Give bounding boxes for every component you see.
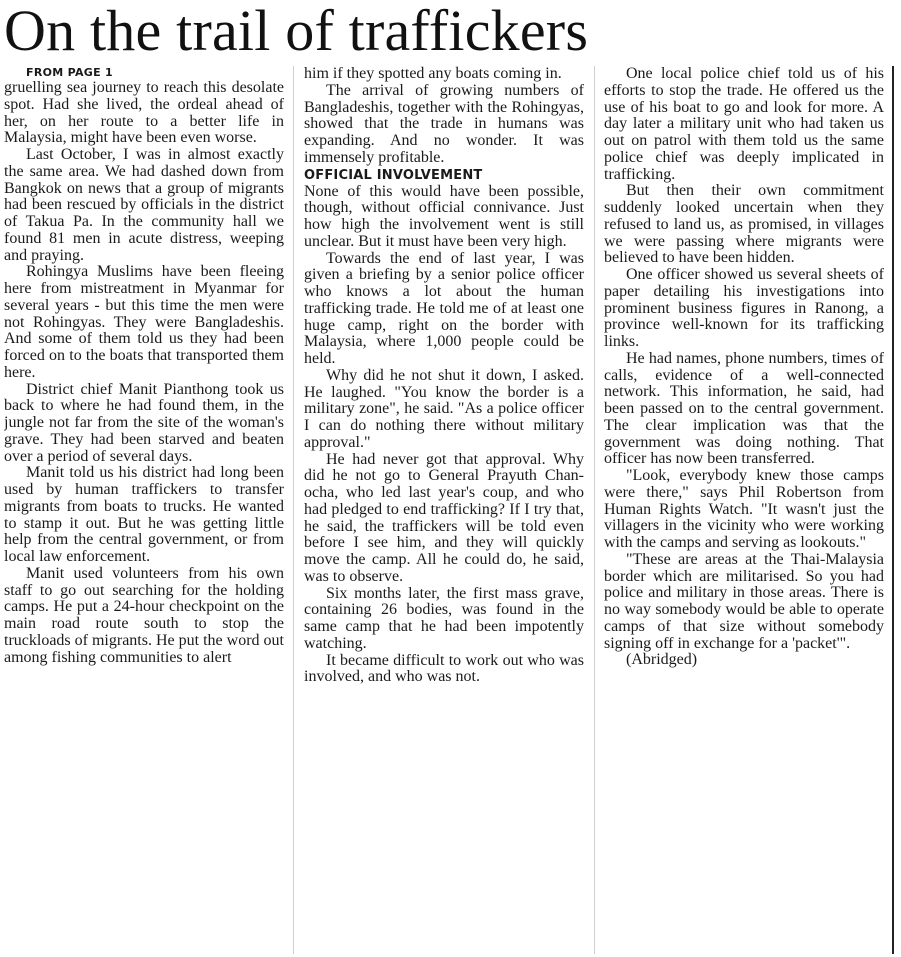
body-paragraph: gruelling sea journey to reach this desolate spot. Had she lived, the ordeal ahead of her, on her route to a better life in Malaysia, might have been even worse. (4, 79, 284, 147)
body-paragraph: The arrival of growing numbers of Bangladeshis, together with the Rohingyas, showed that the trade in humans was expanding. And no wonder. It was immensely profitable. (304, 81, 584, 166)
body-paragraph: One officer showed us several sheets of paper detailing his investigations into prominent business figures in Ranong, a province well-known for its trafficking links. (604, 266, 884, 350)
body-paragraph: None of this would have been possible, though, without official connivance. Just how high the involvement went is still unclear. But it must have been very high. (304, 182, 584, 250)
body-paragraph: Towards the end of last year, I was given a briefing by a senior police officer who knows a lot about the human trafficking trade. He told me of at least one huge camp, right on the border with Malaysia, where 1,000 people could be held. (304, 249, 584, 367)
body-paragraph: Manit used volunteers from his own staff to go out searching for the holding camps. He put a 24-hour checkpoint on the main road route south to stop the truckloads of migrants. He put the word out among fishing communities to alert (4, 564, 284, 666)
headline: On the trail of traffickers (4, 0, 589, 63)
body-paragraph: He had never got that approval. Why did he not go to General Prayuth Chan-ocha, who led last year's coup, and who had pledged to end trafficking? If I try that, he said, the traffickers will be told even before I see him, and they will quickly move the camp. All he could do, he said, was to observe. (304, 450, 584, 585)
body-paragraph: "These are areas at the Thai-Malaysia border which are militarised. So you had police and military in those areas. There is no way somebody would be able to operate camps of that size without somebody signing off in exchange for a 'packet'". (604, 550, 884, 652)
article-column-1 (4, 66, 284, 954)
column-divider (293, 66, 294, 954)
body-paragraph: (Abridged) (626, 651, 698, 669)
body-paragraph: But then their own commitment suddenly looked uncertain when they refused to land us, as promised, in villages we were passing where migrants were believed to have been hidden. (604, 182, 884, 267)
body-paragraph: District chief Manit Pianthong took us back to where he had found them, in the jungle not far from the site of the woman's grave. They had been starved and beaten over a period of several days. (4, 380, 284, 465)
body-paragraph: Rohingya Muslims have been fleeing here from mistreatment in Myanmar for several years - but this time the men were not Rohingyas. They were Bangladeshis. And some of them told us they had been forced on to the boats that transported them here. (4, 263, 284, 381)
article-column-3 (604, 66, 884, 954)
page-edge-rule (892, 66, 894, 954)
body-paragraph: "Look, everybody knew those camps were there," says Phil Robertson from Human Rights Watch. "It wasn't just the villagers in the vicinity who were working with the camps and serving as lookouts." (604, 467, 884, 551)
body-paragraph: Manit told us his district had long been used by human traffickers to transfer migrants from boats to trucks. He wanted to stamp it out. But he was getting little help from the central government, or from local law enforcement. (4, 464, 284, 565)
column-divider (594, 66, 595, 954)
article-column-2 (304, 66, 584, 954)
body-paragraph: He had names, phone numbers, times of calls, evidence of a well-connected network. This information, he said, had been passed on to the central government. The clear implication was that the government was doing nothing. That officer has now been transferred. (604, 349, 884, 468)
jump-label: FROM PAGE 1 (26, 66, 114, 79)
body-paragraph: Six months later, the first mass grave, containing 26 bodies, was found in the same camp that he had been impotently watching. (304, 584, 584, 652)
body-paragraph: It became difficult to work out who was involved, and who was not. (304, 651, 584, 686)
body-paragraph: him if they spotted any boats coming in. (304, 66, 562, 82)
body-paragraph: Last October, I was in almost exactly the same area. We had dashed down from Bangkok on news that a group of migrants had been rescued by officials in the district of Takua Pa. In the community hall we found 81 men in acute distress, weeping and praying. (4, 146, 284, 264)
body-paragraph: Why did he not shut it down, I asked. He laughed. "You know the border is a military zone", he said. "As a police officer I can do nothing there without military approval." (304, 366, 584, 451)
body-paragraph: One local police chief told us of his efforts to stop the trade. He offered us the use of his boat to go and look for more. A day later a military unit who had taken us out on patrol with them told us the same police chief was deeply implicated in trafficking. (604, 66, 884, 183)
section-subhead: OFFICIAL INVOLVEMENT (304, 167, 483, 183)
